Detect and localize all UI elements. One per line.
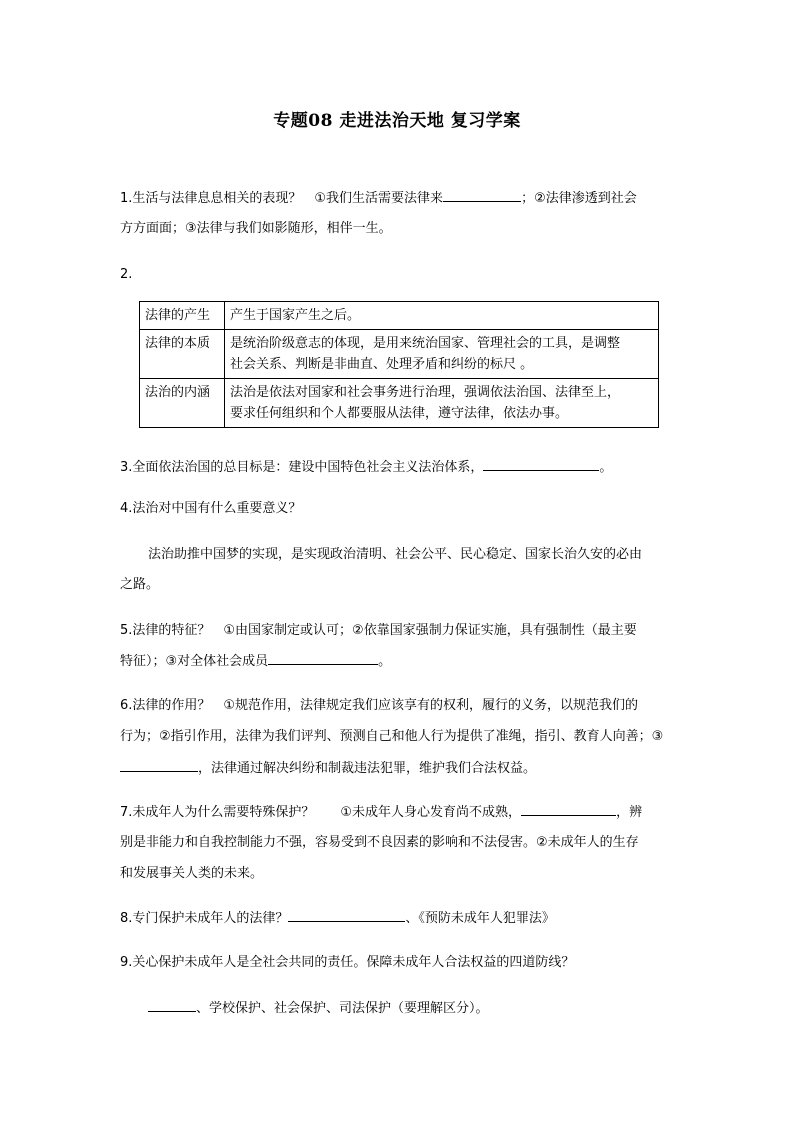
table-row bbox=[140, 379, 659, 428]
q1-line-1 bbox=[120, 189, 680, 208]
answer-blank bbox=[443, 189, 521, 202]
q3-text: 3.全面依法治国的总目标是：建设中国特色社会主义法治体系， bbox=[120, 460, 484, 475]
answer-blank bbox=[521, 803, 616, 816]
q6-line-1: 6.法律的作用？ ①规范作用，法律规定我们应该享有的权利，履行的义务，以规范我们的 bbox=[120, 698, 639, 713]
answer-blank bbox=[148, 999, 196, 1012]
q9-text: 、学校保护、社会保护、司法保护（要理解区分）。 bbox=[196, 1001, 489, 1016]
table-key: 法律的本质 bbox=[140, 330, 225, 379]
q6-text: ，法律通过解决纠纷和制裁违法犯罪，维护我们合法权益。 bbox=[198, 761, 537, 776]
q2-label: 2. bbox=[120, 267, 133, 282]
table-row bbox=[140, 330, 659, 379]
q6-line-3 bbox=[120, 759, 680, 778]
law-table bbox=[139, 301, 659, 428]
q5-text: 特征）；③对全体社会成员 bbox=[120, 654, 269, 669]
q9-answer bbox=[148, 999, 678, 1018]
table-value: 法治是依法对国家和社会事务进行治理，强调依法治国、法律至上， 要求任何组织和个人都要服从法律，遵守法律，依法办事。 bbox=[225, 379, 659, 428]
q1-text: 1.生活与法律息息相关的表现？ ①我们生活需要法律来 bbox=[120, 191, 444, 206]
q7-text-2: ，辨 bbox=[616, 805, 643, 820]
q8-text-2: 、《预防未成年人犯罪法》 bbox=[405, 911, 555, 926]
q7-line-3: 和发展事关人类的未来。 bbox=[120, 866, 264, 881]
table-row bbox=[140, 302, 659, 330]
answer-blank bbox=[120, 759, 198, 772]
q1-line-2: 方方面面；③法律与我们如影随形，相伴一生。 bbox=[120, 221, 392, 236]
table-key: 法律的产生 bbox=[140, 302, 225, 330]
table-key: 法治的内涵 bbox=[140, 379, 225, 428]
q3-end: 。 bbox=[599, 460, 613, 475]
answer-blank bbox=[288, 909, 405, 922]
q3-line bbox=[120, 458, 680, 477]
q7-line-1 bbox=[120, 803, 680, 822]
answer-blank bbox=[268, 652, 378, 665]
q5-line-1: 5.法律的特征？ ①由国家制定或认可；②依靠国家强制力保证实施，具有强制性（最主要 bbox=[120, 623, 637, 638]
document-title: 专题08 走进法治天地 复习学案 bbox=[273, 111, 521, 131]
table-value: 是统治阶级意志的体现，是用来统治国家、管理社会的工具，是调整 社会关系、判断是非曲直、处理矛盾和纠纷的标尺 。 bbox=[225, 330, 659, 379]
q9-question: 9.关心保护未成年人是全社会共同的责任。保障未成年人合法权益的四道防线？ bbox=[120, 955, 575, 970]
table-value: 产生于国家产生之后。 bbox=[225, 302, 659, 330]
q6-line-2: 行为；②指引作用，法律为我们评判、预测自己和他人行为提供了准绳，指引、教育人向善；③ bbox=[120, 729, 664, 744]
q8-text: 8.专门保护未成年人的法律？ bbox=[120, 911, 289, 926]
q4-question: 4.法治对中国有什么重要意义？ bbox=[120, 501, 302, 516]
q8-line bbox=[120, 909, 680, 928]
q4-answer-2: 之路。 bbox=[120, 577, 160, 592]
q7-line-2: 别是非能力和自我控制能力不强，容易受到不良因素的影响和不法侵害。②未成年人的生存 bbox=[120, 835, 639, 850]
q1-text-2: ；②法律渗透到社会 bbox=[521, 191, 637, 206]
q4-answer-1: 法治助推中国梦的实现，是实现政治清明、社会公平、民心稳定、国家长治久安的必由 bbox=[148, 547, 643, 562]
answer-blank bbox=[483, 458, 599, 471]
q5-end: 。 bbox=[378, 654, 392, 669]
q7-text: 7.未成年人为什么需要特殊保护？ ①未成年人身心发育尚不成熟， bbox=[120, 805, 522, 820]
q5-line-2 bbox=[120, 652, 680, 671]
